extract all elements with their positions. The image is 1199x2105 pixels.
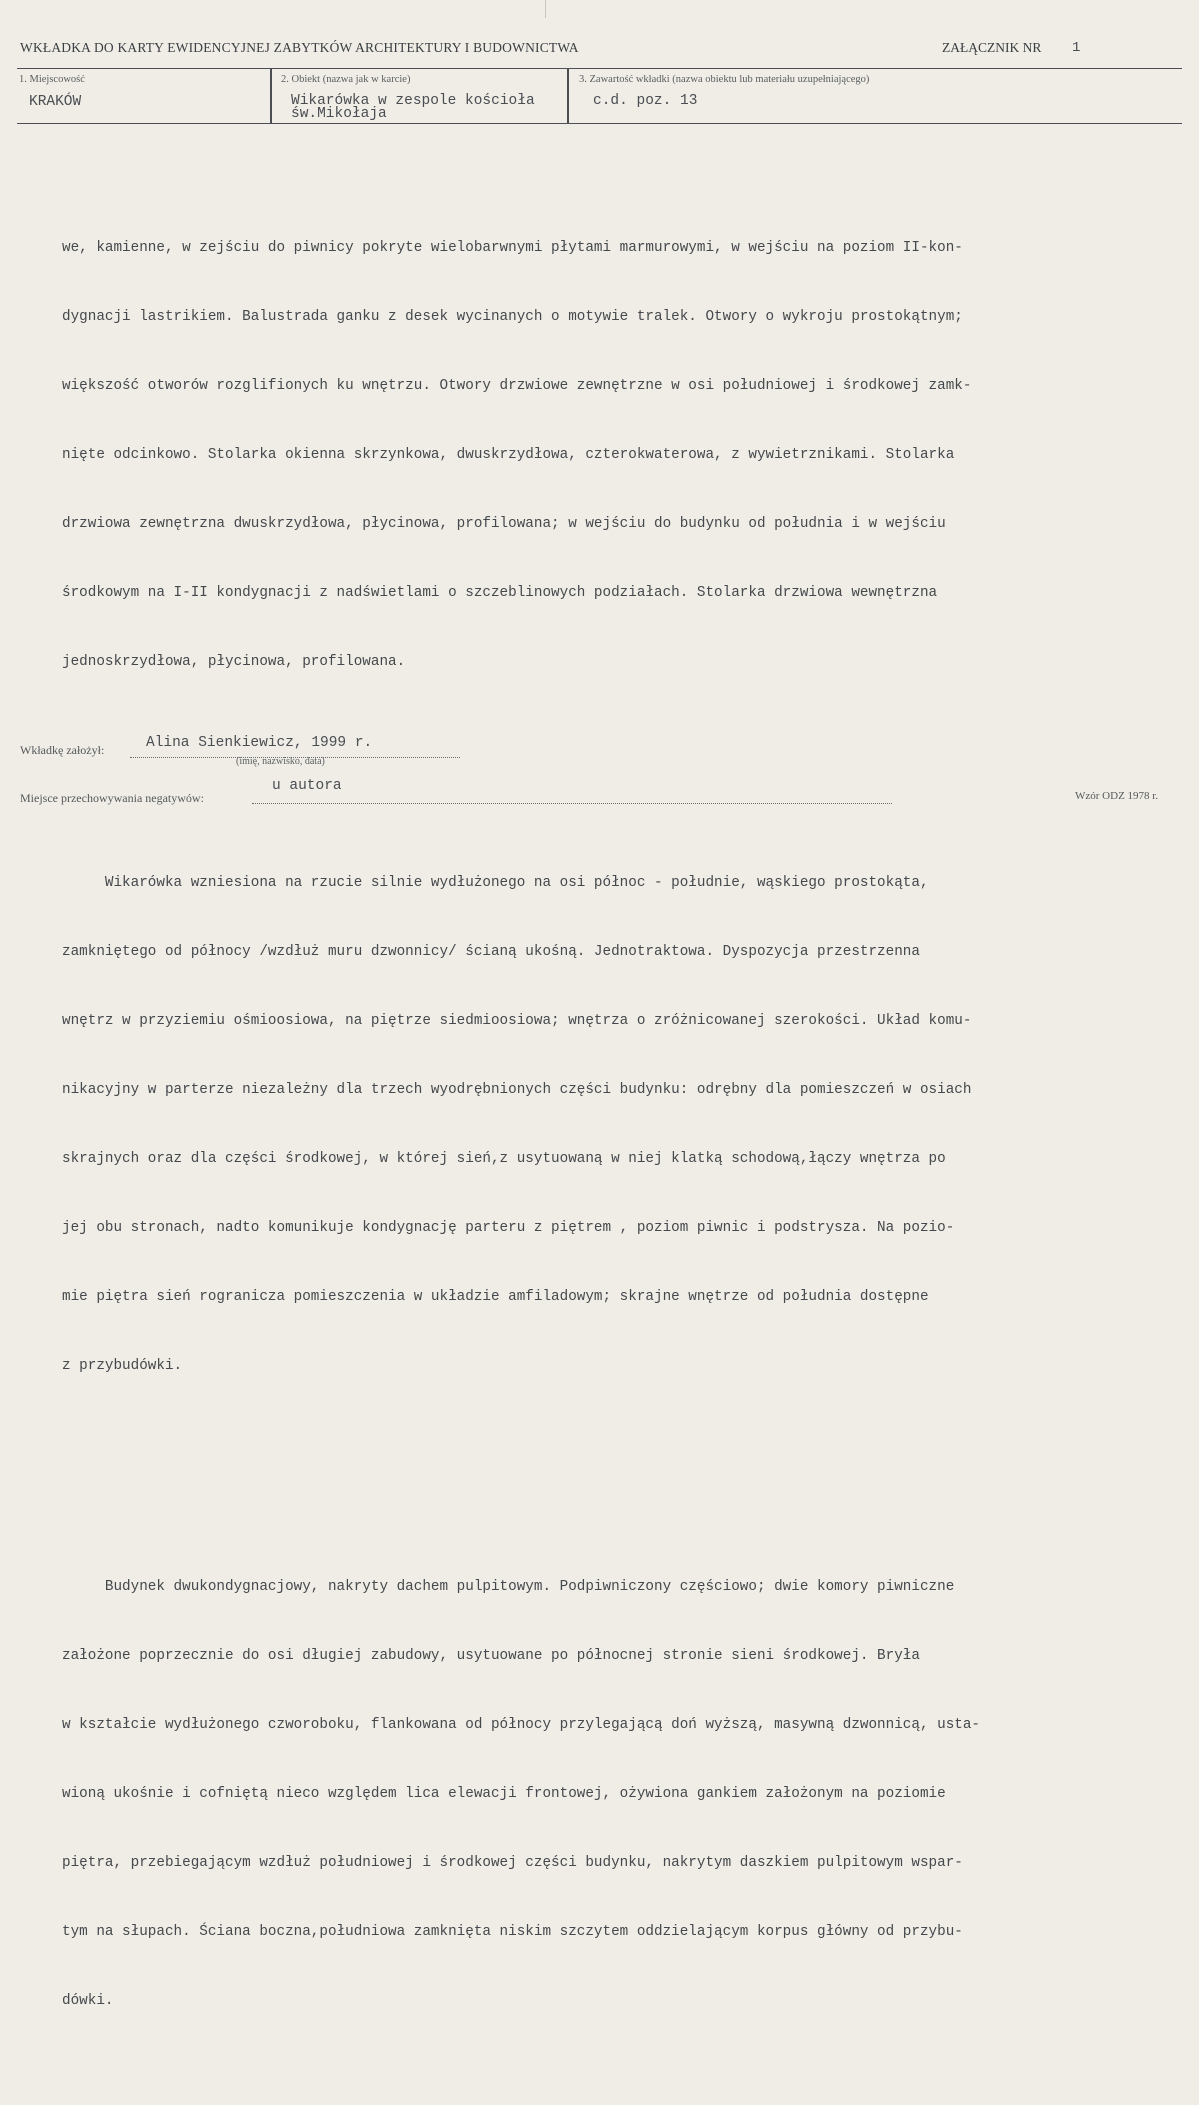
locality-value: KRAKÓW	[29, 94, 82, 110]
text-line: większość otworów rozglifionych ku wnętrzu. Otwory drzwiowe zewnętrzne w osi południowej i środkowej zamk-	[62, 378, 972, 394]
text-line: wnętrz w przyziemiu ośmioosiowa, na piętrze siedmioosiowa; wnętrza o zróżnicowanej szerokości. Układ komu-	[62, 1013, 972, 1029]
paragraph-3	[62, 1530, 1172, 2059]
text-line: zamkniętego od północy /wzdłuż muru dzwonnicy/ ścianą ukośną. Jednotraktowa. Dyspozycja przestrzenna	[62, 944, 920, 960]
text-line: dówki.	[62, 1993, 114, 2009]
object-label: 2. Obiekt (nazwa jak w karcie)	[281, 74, 411, 85]
cell-divider	[567, 69, 569, 123]
description-text	[62, 145, 1172, 2105]
paragraph-2	[62, 826, 1172, 1424]
text-line: tym na słupach. Ściana boczna,południowa zamknięta niskim szczytem oddzielającym korpus główny od przybu-	[62, 1924, 963, 1940]
document-title: WKŁADKA DO KARTY EWIDENCYJNEJ ZABYTKÓW ARCHITEKTURY I BUDOWNICTWA	[20, 40, 579, 55]
template-id: Wzór ODZ 1978 r.	[1075, 790, 1159, 802]
object-value-line2: św.Mikołaja	[291, 106, 387, 122]
content-label: 3. Zawartość wkładki (nazwa obiektu lub materiału uzupełniającego)	[579, 74, 870, 85]
author-hint: (imię, nazwisko, data)	[236, 756, 325, 767]
author-value: Alina Sienkiewicz, 1999 r.	[146, 735, 373, 751]
storage-dotted-line	[252, 803, 892, 804]
fold-mark	[545, 0, 546, 18]
paragraph-gap	[62, 1470, 1172, 1484]
text-line: środkowym na I-II kondygnacji z nadświetlami o szczeblinowych podziałach. Stolarka drzwiowa wewnętrzna	[62, 585, 938, 601]
text-line: założone poprzecznie do osi długiej zabudowy, usytuowane po północnej stronie sieni środkowej. Bryła	[62, 1648, 920, 1664]
text-line: piętra, przebiegającym wzdłuż południowej i środkowej części budynku, nakrytym daszkiem pulpitowym wspar-	[62, 1855, 963, 1871]
paragraph-1	[62, 191, 1172, 720]
text-line: jej obu stronach, nadto komunikuje kondygnację parteru z piętrem , poziom piwnic i podstrysza. Na pozio-	[62, 1220, 955, 1236]
storage-label: Miejsce przechowywania negatywów:	[20, 791, 204, 805]
text-line: dygnacji lastrikiem. Balustrada ganku z desek wycinanych o motywie tralek. Otwory o wykroju prostokątnym;	[62, 309, 963, 325]
content-value: c.d. poz. 13	[593, 93, 698, 109]
text-line: drzwiowa zewnętrzna dwuskrzydłowa, płycinowa, profilowana; w wejściu do budynku od południa i w wejściu	[62, 516, 946, 532]
annex-label: ZAŁĄCZNIK NR	[942, 40, 1042, 55]
text-line: skrajnych oraz dla części środkowej, w której sień,z usytuowaną w niej klatką schodową,łączy wnętrza po	[62, 1151, 946, 1167]
text-line: Budynek dwukondygnacjowy, nakryty dachem pulpitowym. Podpiwniczony częściowo; dwie komory piwniczne	[62, 1579, 955, 1595]
text-line: z przybudówki.	[62, 1358, 183, 1374]
object-value-line1: Wikarówka w zespole kościoła	[291, 93, 535, 109]
paragraph-gap	[62, 766, 1172, 780]
text-line: w kształcie wydłużonego czworoboku, flankowana od północy przylegającą doń wyższą, masywną dzwonnicą, usta-	[62, 1717, 981, 1733]
text-line: jednoskrzydłowa, płycinowa, profilowana.	[62, 654, 406, 670]
text-line: Wikarówka wzniesiona na rzucie silnie wydłużonego na osi północ - południe, wąskiego prostokąta,	[62, 875, 929, 891]
locality-label: 1. Miejscowość	[19, 74, 85, 85]
author-label: Wkładkę założył:	[20, 743, 105, 757]
header-fields-table	[17, 68, 1182, 124]
text-line: we, kamienne, w zejściu do piwnicy pokryte wielobarwnymi płytami marmurowymi, w wejściu na poziom II-kon-	[62, 240, 963, 256]
text-line: mie piętra sień rogranicza pomieszczenia w układzie amfiladowym; skrajne wnętrze od południa dostępne	[62, 1289, 929, 1305]
text-line: nikacyjny w parterze niezależny dla trzech wyodrębnionych części budynku: odrębny dla pomieszczeń w osiach	[62, 1082, 972, 1098]
annex-number: 1	[1072, 40, 1081, 56]
storage-value: u autora	[272, 778, 342, 794]
text-line: wioną ukośnie i cofniętą nieco względem lica elewacji frontowej, ożywiona gankiem założonym na poziomie	[62, 1786, 946, 1802]
cell-divider	[270, 69, 272, 123]
text-line: nięte odcinkowo. Stolarka okienna skrzynkowa, dwuskrzydłowa, czterokwaterowa, z wywietrznikami. Stolarka	[62, 447, 955, 463]
